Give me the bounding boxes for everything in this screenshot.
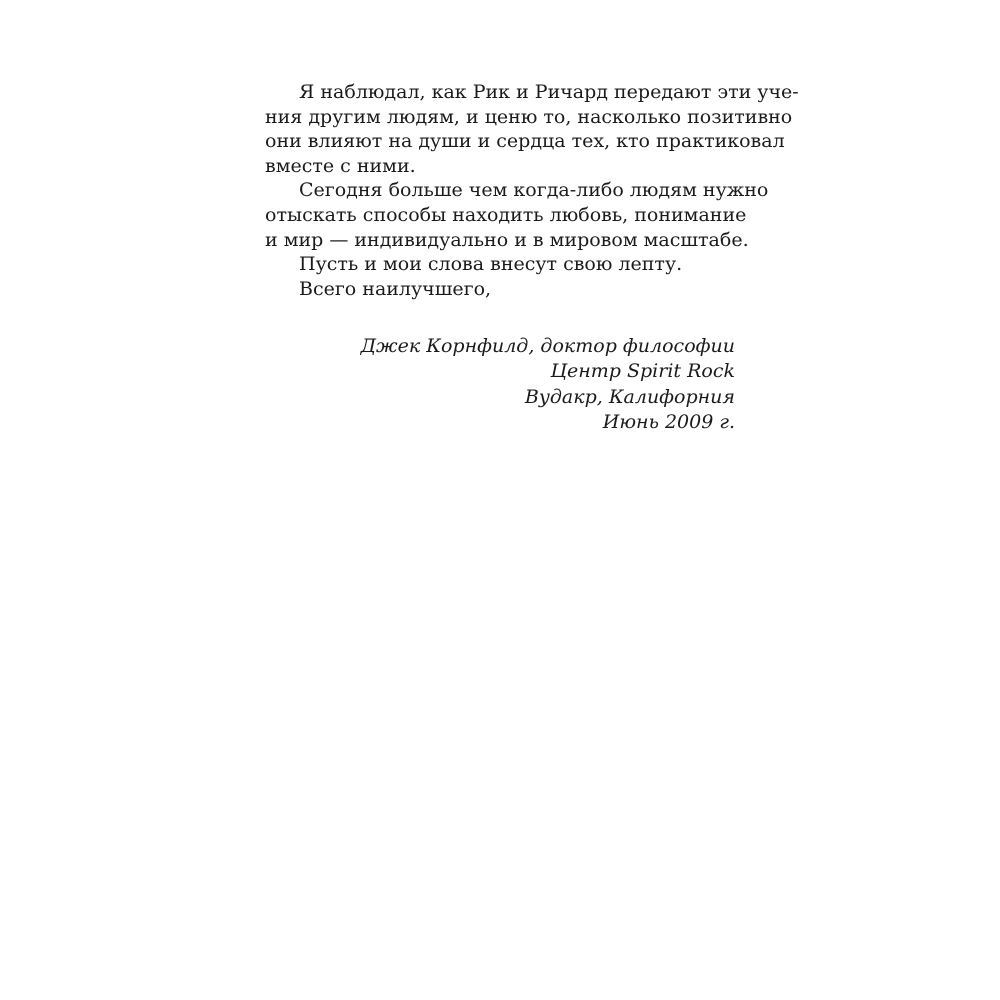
paragraph-2-line-1: Сегодня больше чем когда-либо людям нужно [299, 179, 769, 202]
signature-author: Джек Корнфилд, доктор философии [360, 335, 735, 357]
signature-date: Июнь 2009 г. [602, 410, 735, 433]
paragraph-1-line-2: ния другим людям, и ценю то, насколько позитивно [265, 105, 793, 128]
paragraph-2-line-3: и мир — индивидуально и в мировом масштабе. [265, 228, 749, 251]
signature-organization: Центр Spirit Rock [550, 360, 735, 383]
signature-location: Вудакр, Калифорния [524, 385, 735, 408]
paragraph-1-line-4: вместе с ними. [265, 154, 416, 177]
main-text [265, 80, 799, 301]
signature-block [265, 334, 735, 435]
paragraph-1-line-3: они влияют на души и сердца тех, кто практиковал [265, 130, 785, 153]
paragraph-4-line-1: Всего наилучшего, [299, 277, 492, 300]
paragraph-3-line-1: Пусть и мои слова внесут свою лепту. [299, 253, 683, 276]
paragraph-1-line-1: Я наблюдал, как Рик и Ричард передают эти уче- [299, 81, 799, 103]
paragraph-2-line-2: отыскать способы находить любовь, понимание [265, 203, 747, 226]
